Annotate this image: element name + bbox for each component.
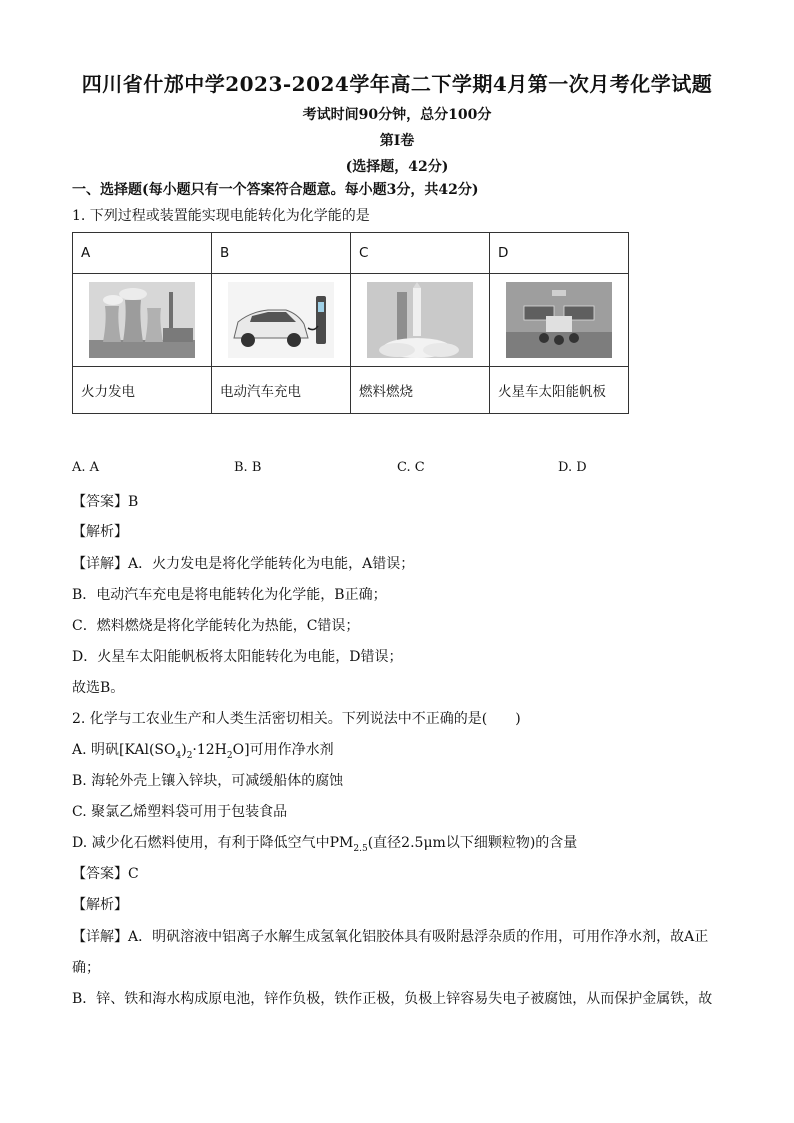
q2-detail-line: B．锌、铁和海水构成原电池，锌作负极，铁作正极，负极上锌容易失电子被腐蚀，从而保护金属铁，故	[72, 991, 713, 1007]
q2-detail-line: 【详解】A．明矾溶液中铝离子水解生成氢氧化铝胶体具有吸附悬浮杂质的作用，可用作净水剂，故A正	[72, 929, 709, 945]
q2-detail-line: 确；	[72, 960, 100, 976]
q1-analysis-label: 【解析】	[72, 524, 128, 540]
table-cell-caption-d: 火星车太阳能帆板	[490, 367, 629, 414]
q1-options-table	[72, 232, 629, 414]
q1-stem: 1. 下列过程或装置能实现电能转化为化学能的是	[72, 208, 370, 224]
electric-car-charging-photo	[228, 282, 334, 358]
q2-option-a: A. 明矾$[KAl(SO_4)_2\cdot 12H_2O]$可用作净水剂	[72, 742, 334, 761]
q1-detail-line: 【详解】A．火力发电是将化学能转化为电能，A错误；	[72, 556, 415, 572]
table-cell-letter-b: B	[212, 233, 351, 274]
q2-answer: 【答案】C	[72, 866, 139, 882]
q1-option-c: C. C	[397, 460, 425, 475]
q1-answer: 【答案】B	[72, 494, 139, 510]
q2-stem: 2. 化学与工农业生产和人类生活密切相关。下列说法中不正确的是( )	[72, 711, 521, 727]
q2-option-c: C. 聚氯乙烯塑料袋可用于包装食品	[72, 804, 288, 820]
table-cell-letter-c: C	[351, 233, 490, 274]
q1-detail-line: D．火星车太阳能帆板将太阳能转化为电能，D错误；	[72, 649, 403, 665]
table-cell-caption-c: 燃料燃烧	[351, 367, 490, 414]
q2-option-d: D. 减少化石燃料使用，有利于降低空气中$PM_{2.5}$(直径2.5μm以下细颗粒物)的含量	[72, 835, 578, 854]
q1-option-a: A. A	[72, 460, 100, 475]
exam-info: 考试时间90分钟，总分100分	[302, 107, 492, 123]
table-cell-letter-d: D	[490, 233, 629, 274]
q1-option-d: D. D	[558, 460, 587, 475]
table-cell-caption-a: 火力发电	[73, 367, 212, 414]
q1-detail-line: B．电动汽车充电是将电能转化为化学能，B正确；	[72, 587, 387, 603]
rocket-launch-photo	[367, 282, 473, 358]
table-cell-letter-a: A	[73, 233, 212, 274]
mars-rover-photo	[506, 282, 612, 358]
section-heading: 一、选择题(每小题只有一个答案符合题意。每小题3分，共42分)	[72, 182, 479, 198]
q1-detail-line: 故选B。	[72, 680, 125, 696]
q1-detail-line: C．燃料燃烧是将化学能转化为热能，C错误；	[72, 618, 360, 634]
page-title: 四川省什邡中学2023-2024学年高二下学期4月第一次月考化学试题	[81, 72, 713, 96]
volume-note: (选择题，42分)	[345, 159, 449, 175]
q2-analysis-label: 【解析】	[72, 897, 128, 913]
table-cell-caption-b: 电动汽车充电	[212, 367, 351, 414]
power-plant-photo	[89, 282, 195, 358]
q1-option-b: B. B	[234, 460, 262, 475]
volume-heading: 第Ⅰ卷	[379, 133, 415, 149]
q2-option-b: B. 海轮外壳上镶入锌块，可减缓船体的腐蚀	[72, 773, 344, 789]
